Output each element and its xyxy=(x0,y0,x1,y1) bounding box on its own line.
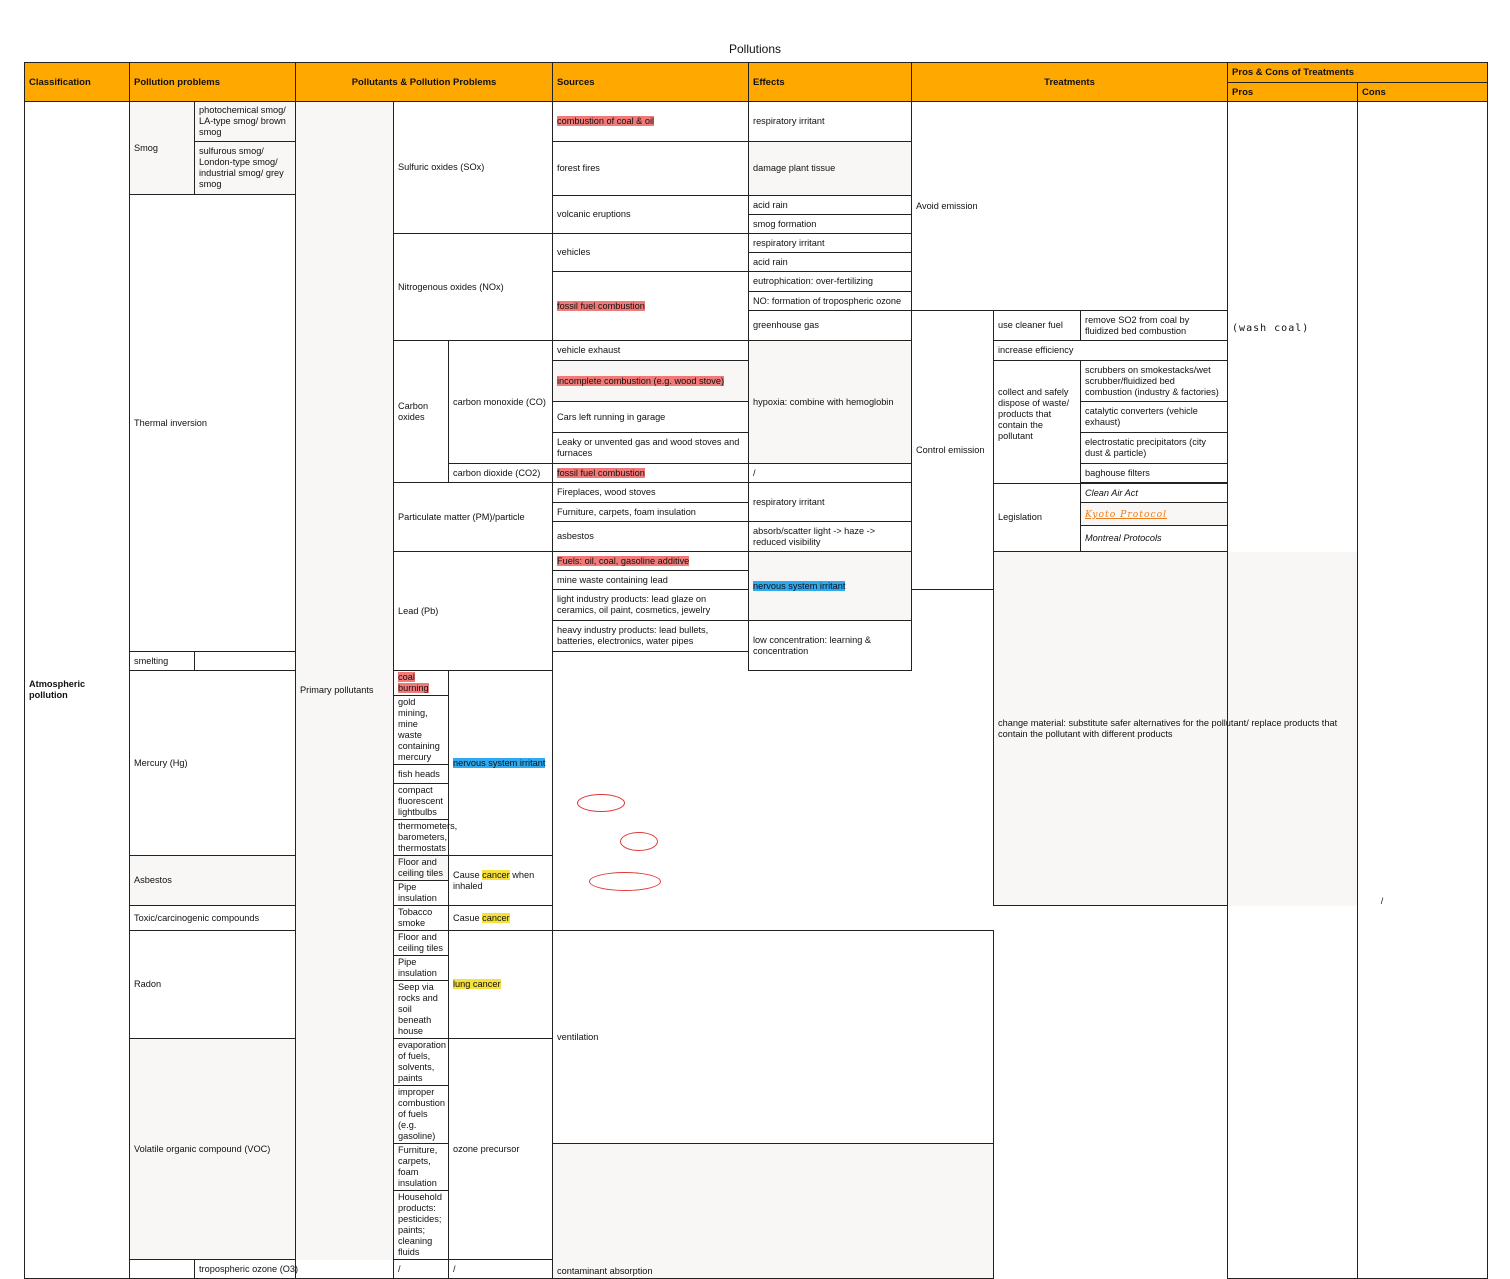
pollutant-nox: Nitrogenous oxides (NOx) xyxy=(394,234,553,341)
effect-nox-1: respiratory irritant xyxy=(749,234,912,253)
source-hg-3: fish heads xyxy=(394,765,449,784)
effect-toxic: Casue cancer xyxy=(449,906,553,931)
source-pm-2: Furniture, carpets, foam insulation xyxy=(553,503,749,522)
problem-smog: Smog xyxy=(130,102,195,195)
source-co2-1: fossil fuel combustion xyxy=(553,464,749,483)
treatment-avoid-emission: Avoid emission xyxy=(912,102,1228,311)
header-classification: Classification xyxy=(25,63,130,102)
effect-sox-3: acid rain xyxy=(749,196,912,215)
source-pb-5: smelting xyxy=(130,652,195,671)
effect-nox-5: greenhouse gas xyxy=(749,311,912,341)
effect-nox-3: eutrophication: over-fertilizing xyxy=(749,272,912,292)
source-co-1: vehicle exhaust xyxy=(553,341,749,361)
pros-cell: (wash coal) xyxy=(1228,102,1358,1279)
source-pb-3: light industry products: lead glaze on ceramics, oil paint, cosmetics, jewelry xyxy=(553,590,749,621)
source-pb-4: heavy industry products: lead bullets, batteries, electronics, water pipes xyxy=(553,621,749,652)
annotation-circle-insulation xyxy=(577,794,625,812)
source-toxic-1: Tobacco smoke xyxy=(394,906,449,931)
effect-o3: / xyxy=(449,1260,553,1279)
pollutant-mercury: Mercury (Hg) xyxy=(130,671,296,856)
treatment-control-emission: Control emission xyxy=(912,311,994,590)
source-sox-3: volcanic eruptions xyxy=(553,196,749,234)
source-voc-2: improper combustion of fuels (e.g. gasoline) xyxy=(394,1086,449,1144)
pollutant-lead: Lead (Pb) xyxy=(394,552,553,671)
pollutant-sox: Sulfuric oxides (SOx) xyxy=(394,102,553,234)
source-pm-3: asbestos xyxy=(553,522,749,552)
effect-voc: ozone precursor xyxy=(449,1039,553,1260)
header-pollution-problems: Pollution problems xyxy=(130,63,296,102)
pollutant-co: carbon monoxide (CO) xyxy=(449,341,553,464)
problem-thermal-inversion: Thermal inversion xyxy=(130,195,296,652)
effect-sox-1: respiratory irritant xyxy=(749,102,912,142)
header-cons: Cons xyxy=(1358,83,1488,102)
effect-radon: lung cancer xyxy=(449,931,553,1039)
pollutant-pm: Particulate matter (PM)/particle xyxy=(394,483,553,552)
effect-pm-2: absorb/scatter light -> haze -> reduced visibility xyxy=(749,522,912,552)
treatment-cleaner-fuel: use cleaner fuel xyxy=(994,311,1081,341)
problem-smog-sulfurous: sulfurous smog/ London-type smog/ industrial smog/ grey smog xyxy=(195,142,296,195)
source-hg-1: coal burning xyxy=(394,671,449,696)
source-sox-1: combustion of coal & oil xyxy=(553,102,749,142)
source-pb-2: mine waste containing lead xyxy=(553,571,749,590)
treatment-increase-efficiency: increase efficiency xyxy=(994,341,1228,361)
effect-sox-2: damage plant tissue xyxy=(749,142,912,196)
primary-pollutants: Primary pollutants xyxy=(296,102,394,1279)
pollutant-radon: Radon xyxy=(130,931,296,1039)
header-treatments: Treatments xyxy=(912,63,1228,102)
header-sources: Sources xyxy=(553,63,749,102)
source-hg-2: gold mining, mine waste containing mercury xyxy=(394,696,449,765)
effect-pm-1: respiratory irritant xyxy=(749,483,912,522)
source-asb-1: Floor and ceiling tiles xyxy=(394,856,449,881)
header-pollutants: Pollutants & Pollution Problems xyxy=(296,63,553,102)
effect-nox-4: NO: formation of tropospheric ozone xyxy=(749,292,912,311)
source-co-3: Cars left running in garage xyxy=(553,402,749,433)
pollutant-voc: Volatile organic compound (VOC) xyxy=(130,1039,296,1260)
source-pb-1: Fuels: oil, coal, gasoline additive xyxy=(553,552,749,571)
annotation-circle-tiles xyxy=(620,832,658,851)
treatment-clean-air-act: Clean Air Act xyxy=(1081,484,1228,503)
effect-nox-2: acid rain xyxy=(749,253,912,272)
source-nox-1: vehicles xyxy=(553,234,749,272)
effect-co2: / xyxy=(749,464,912,483)
cons-cell: / xyxy=(1358,102,1488,1279)
pollutant-o3: tropospheric ozone (O3) xyxy=(195,1260,394,1279)
pollutant-asbestos: Asbestos xyxy=(130,856,296,906)
source-radon-1: Floor and ceiling tiles xyxy=(394,931,449,956)
header-pros: Pros xyxy=(1228,83,1358,102)
source-radon-3: Seep via rocks and soil beneath house xyxy=(394,981,449,1039)
source-asb-2: Pipe insulation xyxy=(394,881,449,906)
treatment-collect-4: baghouse filters xyxy=(1081,464,1228,483)
pollutant-blank xyxy=(130,1260,195,1279)
source-sox-2: forest fires xyxy=(553,142,749,196)
pollution-spreadsheet xyxy=(24,62,1488,1279)
source-co-4: Leaky or unvented gas and wood stoves and furnaces xyxy=(553,433,749,464)
effect-pb-2: low concentration: learning & concentration xyxy=(749,621,912,671)
treatment-montreal: Montreal Protocols xyxy=(1081,526,1228,552)
header-pros-cons: Pros & Cons of Treatments xyxy=(1228,63,1488,83)
source-o3-1: / xyxy=(394,1260,449,1279)
treatment-legislation: Legislation xyxy=(994,484,1081,552)
annotation-circle-rocks-soil xyxy=(589,872,661,891)
source-hg-5: thermometers, barometers, thermostats xyxy=(394,820,449,856)
pollutant-co2: carbon dioxide (CO2) xyxy=(449,464,553,483)
effect-pb-1: nervous system irritant xyxy=(749,552,912,621)
source-voc-4: Household products: pesticides; paints; cleaning fluids xyxy=(394,1191,449,1260)
pollutant-toxic: Toxic/carcinogenic compounds xyxy=(130,906,296,931)
source-nox-2: fossil fuel combustion xyxy=(553,272,749,341)
page-title: Pollutions xyxy=(728,42,782,56)
classification-atmospheric: Atmospheric pollution xyxy=(25,102,130,1279)
pollutant-carbon-oxides: Carbon oxides xyxy=(394,341,449,483)
problem-smog-photochemical: photochemical smog/ LA-type smog/ brown smog xyxy=(195,102,296,142)
treatment-collect-2: catalytic converters (vehicle exhaust) xyxy=(1081,402,1228,433)
treatment-collect-3: electrostatic precipitators (city dust & particle) xyxy=(1081,433,1228,464)
header-effects: Effects xyxy=(749,63,912,102)
source-hg-4: compact fluorescent lightbulbs xyxy=(394,784,449,820)
source-co-2: incomplete combustion (e.g. wood stove) xyxy=(553,361,749,402)
effect-sox-4: smog formation xyxy=(749,215,912,234)
source-pm-1: Fireplaces, wood stoves xyxy=(553,483,749,503)
effect-co: hypoxia: combine with hemoglobin xyxy=(749,341,912,464)
treatment-kyoto: Kyoto Protocol xyxy=(1081,503,1228,526)
effect-hg-1: nervous system irritant xyxy=(449,671,553,856)
treatment-collect-1: scrubbers on smokestacks/wet scrubber/fluidized bed combustion (industry & factories) xyxy=(1081,361,1228,402)
treatment-contaminant-absorption: contaminant absorption xyxy=(553,1144,994,1279)
source-radon-2: Pipe insulation xyxy=(394,956,449,981)
pollution-table xyxy=(24,62,1488,1279)
effect-asbestos: Cause cancer when inhaled xyxy=(449,856,553,906)
treatment-change-material: change material: substitute safer alternatives for the pollutant/ replace products that contain the pollutant with different products xyxy=(994,552,1358,906)
source-voc-1: evaporation of fuels, solvents, paints xyxy=(394,1039,449,1086)
treatment-cleaner-fuel-detail: remove SO2 from coal by fluidized bed combustion xyxy=(1081,311,1228,341)
source-voc-3: Furniture, carpets, foam insulation xyxy=(394,1144,449,1191)
treatment-collect-dispose: collect and safely dispose of waste/ products that contain the pollutant xyxy=(994,361,1081,484)
treatment-ventilation: ventilation xyxy=(553,931,994,1144)
